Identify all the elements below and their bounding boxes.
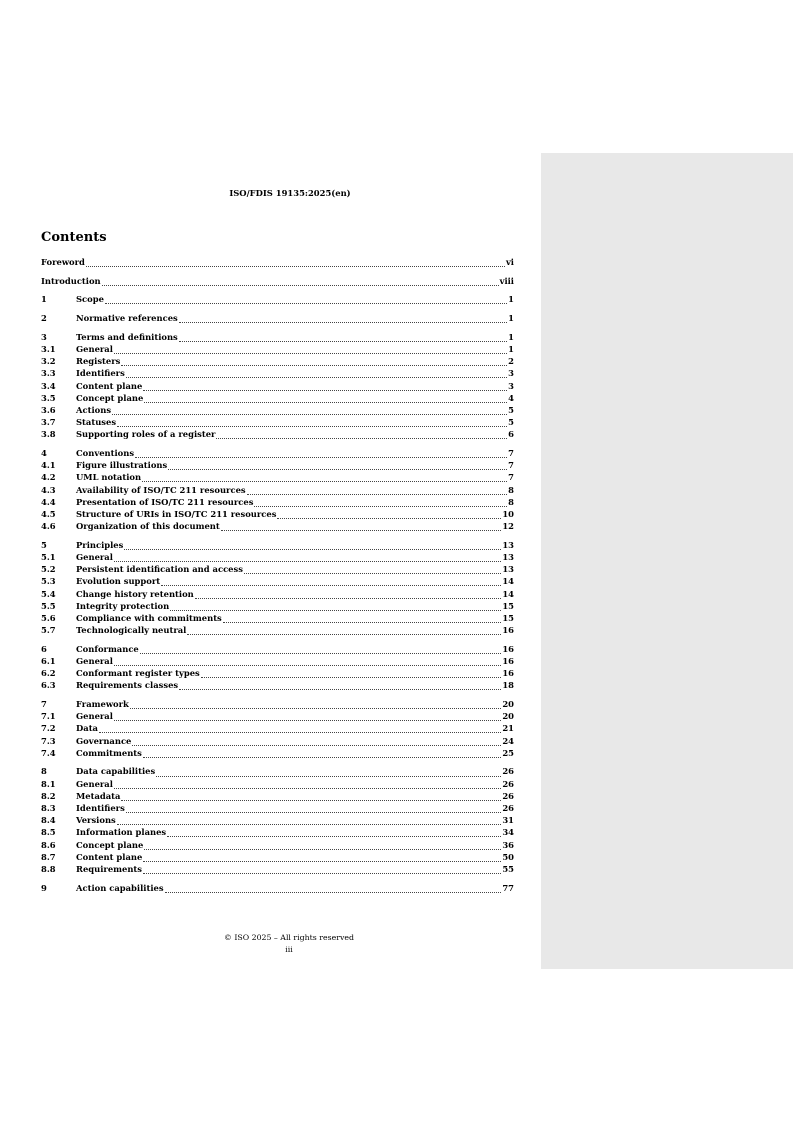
toc-dot-leader xyxy=(254,499,507,507)
toc-entry-title: Conformance xyxy=(76,643,139,654)
toc-dot-leader xyxy=(112,407,507,415)
toc-entry-number: 3.1 xyxy=(41,343,56,354)
toc-entry-title: Versions xyxy=(76,815,116,826)
page-number: iii xyxy=(285,945,293,954)
toc-dot-leader xyxy=(86,259,505,267)
toc-entry-number: 5.7 xyxy=(41,625,56,636)
toc-entry-page: 31 xyxy=(502,815,514,826)
toc-entry-title: Evolution support xyxy=(76,576,161,587)
toc-entry-number: 4.3 xyxy=(41,484,56,495)
toc-entry-title: Terms and definitions xyxy=(76,331,178,342)
toc-entry-title: Technologically neutral xyxy=(76,625,187,636)
toc-entry-title: General xyxy=(76,343,113,354)
toc-entry[interactable] xyxy=(41,539,514,551)
toc-dot-leader xyxy=(143,750,501,758)
toc-entry-page: 50 xyxy=(502,851,514,862)
contents-heading: Contents xyxy=(41,230,107,245)
toc-entry-number: 4.1 xyxy=(41,460,56,471)
toc-entry-number: 7.2 xyxy=(41,723,56,734)
toc-entry[interactable] xyxy=(41,802,514,814)
toc-dot-leader xyxy=(168,462,507,470)
toc-entry-page: 15 xyxy=(502,612,514,623)
toc-entry[interactable] xyxy=(41,882,514,894)
toc-dot-leader xyxy=(223,615,502,623)
toc-entry[interactable] xyxy=(41,428,514,440)
toc-entry-title: Conventions xyxy=(76,447,135,458)
toc-dot-leader xyxy=(277,511,501,519)
toc-entry-number: 5.5 xyxy=(41,600,56,611)
toc-entry-number: 4.2 xyxy=(41,472,56,483)
toc-entry[interactable] xyxy=(41,484,514,496)
toc-entry[interactable] xyxy=(41,380,514,392)
toc-entry-title: General xyxy=(76,655,113,666)
toc-entry-number: 8.7 xyxy=(41,851,56,862)
toc-dot-leader xyxy=(132,738,501,746)
toc-entry-page: 24 xyxy=(502,735,514,746)
toc-entry-title: General xyxy=(76,711,113,722)
toc-entry-page: 13 xyxy=(502,551,514,562)
toc-entry-number: 4.5 xyxy=(41,508,56,519)
toc-entry-page: 13 xyxy=(502,564,514,575)
toc-entry-page: 8 xyxy=(508,484,514,495)
toc-entry-page: 20 xyxy=(502,699,514,709)
toc-entry-title: Identifiers xyxy=(76,368,125,379)
toc-entry[interactable] xyxy=(41,471,514,483)
toc-dot-leader xyxy=(114,554,501,562)
toc-entry-number: 3.6 xyxy=(41,404,56,415)
toc-entry[interactable] xyxy=(41,392,514,404)
toc-entry[interactable] xyxy=(41,331,514,343)
toc-entry-number: 7.4 xyxy=(41,747,56,758)
toc-entry-page: 20 xyxy=(502,711,514,722)
toc-entry-title: Availability of ISO/TC 211 resources xyxy=(76,484,246,495)
toc-entry-number: 3.3 xyxy=(41,368,56,379)
toc-entry-number: 3.2 xyxy=(41,356,56,367)
toc-entry-title: Governance xyxy=(76,735,132,746)
toc-entry-number: 5.4 xyxy=(41,588,56,599)
toc-entry-title: Registers xyxy=(76,356,121,367)
toc-entry-number: 6.1 xyxy=(41,655,56,666)
toc-entry-title: Compliance with commitments xyxy=(76,612,222,623)
toc-entry-title: Actions xyxy=(76,404,112,415)
toc-entry-number: 2 xyxy=(41,313,47,324)
toc-entry[interactable] xyxy=(41,355,514,367)
toc-entry-number: 8.5 xyxy=(41,827,56,838)
toc-entry-title: General xyxy=(76,551,113,562)
toc-entry-number: 7.3 xyxy=(41,735,56,746)
toc-entry-number: 4.6 xyxy=(41,521,56,532)
toc-entry-title: Foreword xyxy=(41,257,85,267)
toc-dot-leader xyxy=(221,523,502,531)
toc-entry-page: 2 xyxy=(508,356,514,367)
toc-entry-number: 8.4 xyxy=(41,815,56,826)
toc-dot-leader xyxy=(144,842,501,850)
toc-entry-page: 36 xyxy=(502,839,514,850)
toc-entry[interactable] xyxy=(41,459,514,471)
page-footer xyxy=(0,932,578,956)
toc-entry[interactable] xyxy=(41,563,514,575)
toc-entry-title: Data xyxy=(76,723,98,734)
toc-entry-page: 5 xyxy=(508,404,514,415)
toc-dot-leader xyxy=(179,682,501,690)
toc-entry-title: Persistent identification and access xyxy=(76,564,243,575)
toc-entry-title: Organization of this document xyxy=(76,521,220,532)
toc-entry-number: 8.2 xyxy=(41,790,56,801)
toc-entry-page: 13 xyxy=(502,539,514,550)
toc-dot-leader xyxy=(216,431,507,439)
toc-entry-title: Identifiers xyxy=(76,803,125,813)
toc-entry-title: Metadata xyxy=(76,790,121,801)
toc-entry-page: 5 xyxy=(508,417,514,428)
toc-entry-number: 8 xyxy=(41,766,47,777)
toc-entry-title: Commitments xyxy=(76,747,142,758)
toc-entry-number: 5.1 xyxy=(41,551,56,562)
comment-pane xyxy=(541,153,793,969)
toc-dot-leader xyxy=(179,315,507,323)
toc-entry[interactable] xyxy=(41,735,514,747)
toc-entry-page: 55 xyxy=(502,863,514,874)
toc-entry-page: 10 xyxy=(502,508,514,519)
toc-entry-page: 14 xyxy=(502,576,514,587)
toc-entry-title: Framework xyxy=(76,699,129,709)
toc-dot-leader xyxy=(144,395,507,403)
toc-entry-page: 8 xyxy=(508,496,514,507)
toc-dot-leader xyxy=(170,603,501,611)
toc-entry-number: 7 xyxy=(41,699,47,709)
toc-entry-number: 8.6 xyxy=(41,839,56,850)
toc-entry-number: 3.7 xyxy=(41,417,56,428)
toc-entry-number: 5.2 xyxy=(41,564,56,575)
toc-entry-page: 3 xyxy=(508,368,514,379)
toc-entry-title: Principles xyxy=(76,539,124,550)
toc-entry-title: Data capabilities xyxy=(76,766,156,777)
toc-entry-page: 18 xyxy=(502,680,514,691)
toc-entry-number: 5.3 xyxy=(41,576,56,587)
toc-entry[interactable] xyxy=(41,814,514,826)
toc-dot-leader xyxy=(140,646,502,654)
toc-entry-title: Requirements classes xyxy=(76,680,179,691)
toc-entry-title: General xyxy=(76,778,113,789)
toc-entry-number: 5 xyxy=(41,539,47,550)
toc-dot-leader xyxy=(167,829,501,837)
toc-entry-number: 5.6 xyxy=(41,612,56,623)
toc-entry-page: 34 xyxy=(502,827,514,838)
toc-dot-leader xyxy=(187,627,501,635)
toc-dot-leader xyxy=(130,701,502,709)
toc-entry-title: UML notation xyxy=(76,472,142,483)
toc-dot-leader xyxy=(114,781,501,789)
toc-entry[interactable] xyxy=(41,826,514,838)
toc-entry-page: 16 xyxy=(502,625,514,636)
toc-entry-number: 8.8 xyxy=(41,863,56,874)
toc-entry[interactable] xyxy=(41,851,514,863)
toc-entry-title: Introduction xyxy=(41,275,101,286)
toc-entry[interactable] xyxy=(41,343,514,355)
toc-entry[interactable] xyxy=(41,416,514,428)
toc-entry-page: 1 xyxy=(508,313,514,324)
toc-dot-leader xyxy=(244,566,501,574)
toc-entry[interactable] xyxy=(41,496,514,508)
toc-entry-page: 77 xyxy=(502,882,514,893)
toc-dot-leader xyxy=(142,474,507,482)
toc-entry-title: Content plane xyxy=(76,851,143,862)
toc-entry-page: 16 xyxy=(502,655,514,666)
toc-entry-page: 25 xyxy=(502,747,514,758)
toc-entry[interactable] xyxy=(41,778,514,790)
toc-dot-leader xyxy=(135,450,507,458)
toc-entry-title: Presentation of ISO/TC 211 resources xyxy=(76,496,254,507)
toc-entry-title: Normative references xyxy=(76,313,178,324)
toc-entry[interactable] xyxy=(41,275,514,287)
toc-entry-number: 6.2 xyxy=(41,668,56,679)
toc-entry[interactable] xyxy=(41,722,514,734)
toc-entry-number: 4.4 xyxy=(41,496,56,507)
toc-entry-page: 21 xyxy=(502,723,514,734)
toc-entry-page: 12 xyxy=(502,521,514,532)
toc-entry-title: Structure of URIs in ISO/TC 211 resources xyxy=(76,508,277,519)
toc-entry-page: 16 xyxy=(502,668,514,679)
toc-entry-page: 7 xyxy=(508,447,514,458)
toc-entry-page: 26 xyxy=(502,778,514,789)
toc-dot-leader xyxy=(105,296,507,304)
toc-entry[interactable] xyxy=(41,655,514,667)
toc-dot-leader xyxy=(121,793,501,801)
toc-entry[interactable] xyxy=(41,520,514,532)
toc-entry-number: 3.5 xyxy=(41,392,56,403)
toc-entry-page: 4 xyxy=(508,392,514,403)
toc-entry[interactable] xyxy=(41,710,514,722)
toc-entry-page: 26 xyxy=(502,766,514,777)
toc-dot-leader xyxy=(99,725,501,733)
toc-dot-leader xyxy=(165,885,502,893)
toc-entry[interactable] xyxy=(41,863,514,875)
toc-entry[interactable] xyxy=(41,293,514,305)
toc-entry[interactable] xyxy=(41,367,514,379)
toc-dot-leader xyxy=(143,383,507,391)
toc-entry-page: 15 xyxy=(502,600,514,611)
toc-entry[interactable] xyxy=(41,447,514,459)
toc-entry[interactable] xyxy=(41,839,514,851)
toc-entry[interactable] xyxy=(41,600,514,612)
toc-entry-title: Action capabilities xyxy=(76,882,164,893)
toc-dot-leader xyxy=(126,370,507,378)
toc-dot-leader xyxy=(114,658,501,666)
toc-dot-leader xyxy=(117,419,507,427)
toc-entry-page: 6 xyxy=(508,429,514,440)
toc-entry-number: 3.8 xyxy=(41,429,56,440)
toc-entry-page: 16 xyxy=(502,643,514,654)
toc-dot-leader xyxy=(201,670,502,678)
toc-entry-title: Figure illustrations xyxy=(76,460,168,471)
toc-entry-page: 3 xyxy=(508,380,514,391)
toc-entry-number: 4 xyxy=(41,447,47,458)
toc-dot-leader xyxy=(247,487,508,495)
toc-entry-title: Concept plane xyxy=(76,839,144,850)
toc-entry-title: Content plane xyxy=(76,380,143,391)
toc-entry[interactable] xyxy=(41,612,514,624)
toc-entry-page: 14 xyxy=(502,588,514,599)
toc-entry-title: Information planes xyxy=(76,827,167,838)
toc-dot-leader xyxy=(161,578,501,586)
toc-entry-number: 9 xyxy=(41,882,47,893)
toc-entry-title: Supporting roles of a register xyxy=(76,429,216,440)
copyright-notice: © ISO 2025 – All rights reserved xyxy=(224,933,354,942)
toc-entry[interactable] xyxy=(41,790,514,802)
table-of-contents xyxy=(41,256,514,894)
toc-dot-leader xyxy=(121,358,507,366)
toc-entry[interactable] xyxy=(41,404,514,416)
toc-dot-leader xyxy=(114,346,507,354)
toc-entry[interactable] xyxy=(41,508,514,520)
toc-entry-title: Change history retention xyxy=(76,588,194,599)
toc-entry[interactable] xyxy=(41,765,514,777)
toc-dot-leader xyxy=(102,278,499,286)
toc-dot-leader xyxy=(143,866,501,874)
toc-dot-leader xyxy=(124,542,501,550)
toc-entry-number: 8.3 xyxy=(41,803,56,813)
toc-entry-page: 1 xyxy=(508,294,514,305)
toc-dot-leader xyxy=(156,769,501,777)
toc-entry[interactable] xyxy=(41,747,514,759)
toc-entry[interactable] xyxy=(41,667,514,679)
toc-entry[interactable] xyxy=(41,643,514,655)
toc-entry[interactable] xyxy=(41,312,514,324)
toc-entry[interactable] xyxy=(41,551,514,563)
toc-dot-leader xyxy=(143,854,501,862)
toc-entry-number: 8.1 xyxy=(41,778,56,789)
toc-entry-page: 26 xyxy=(502,803,514,813)
toc-entry-number: 6.3 xyxy=(41,680,56,691)
toc-entry-number: 1 xyxy=(41,294,47,305)
toc-entry-title: Scope xyxy=(76,294,104,305)
toc-entry-title: Conformant register types xyxy=(76,668,200,679)
toc-entry-title: Concept plane xyxy=(76,392,144,403)
toc-dot-leader xyxy=(179,334,507,342)
toc-entry-number: 7.1 xyxy=(41,711,56,722)
toc-entry-title: Statuses xyxy=(76,417,117,428)
toc-entry[interactable] xyxy=(41,575,514,587)
toc-entry-page: vi xyxy=(505,257,514,267)
toc-entry[interactable] xyxy=(41,698,514,710)
toc-dot-leader xyxy=(117,817,502,825)
toc-entry-page: 1 xyxy=(508,343,514,354)
toc-entry-page: 7 xyxy=(508,472,514,483)
toc-entry-page: viii xyxy=(499,275,514,286)
toc-entry-page: 1 xyxy=(508,331,514,342)
toc-entry[interactable] xyxy=(41,588,514,600)
toc-entry-title: Integrity protection xyxy=(76,600,170,611)
toc-entry[interactable] xyxy=(41,624,514,636)
toc-entry-number: 6 xyxy=(41,643,47,654)
toc-dot-leader xyxy=(114,713,501,721)
toc-entry[interactable] xyxy=(41,679,514,691)
toc-entry-number: 3.4 xyxy=(41,380,56,391)
toc-entry[interactable] xyxy=(41,256,514,268)
toc-entry-page: 7 xyxy=(508,460,514,471)
toc-dot-leader xyxy=(195,591,502,599)
toc-entry-title: Requirements xyxy=(76,863,143,874)
toc-entry-number: 3 xyxy=(41,331,47,342)
toc-dot-leader xyxy=(126,805,502,813)
toc-entry-page: 26 xyxy=(502,790,514,801)
document-header: ISO/FDIS 19135:2025(en) xyxy=(229,188,351,198)
